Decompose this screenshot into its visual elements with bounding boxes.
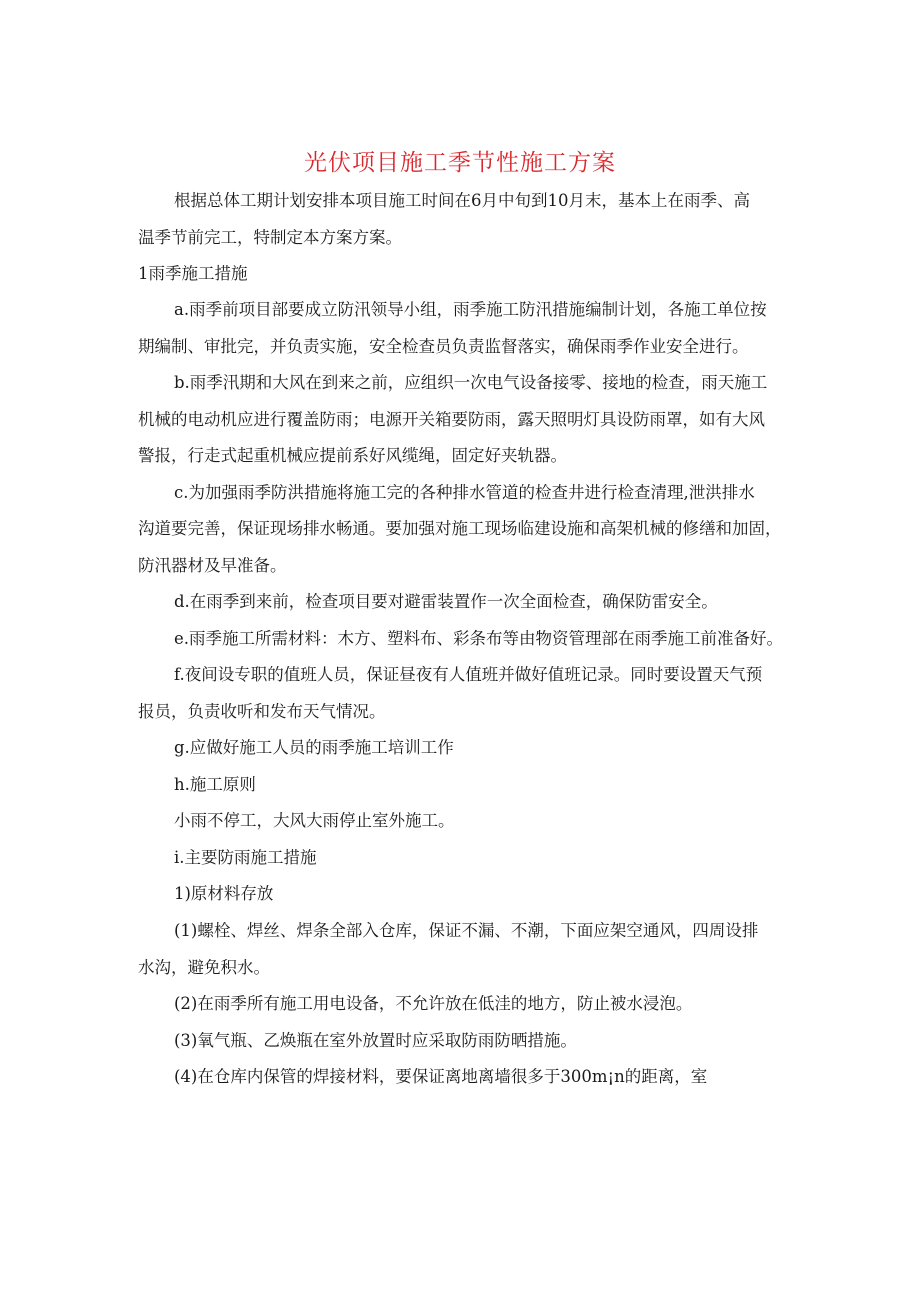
paragraph-line: h.施工原则 xyxy=(174,775,256,794)
section-heading: 1雨季施工措施 xyxy=(138,264,248,283)
paragraph-line: (1)螺栓、焊丝、焊条全部入仓库，保证不漏、不潮，下面应架空通风，四周设排 xyxy=(174,921,759,940)
paragraph-line: 水沟，避免积水。 xyxy=(138,958,270,977)
paragraph-line: (4)在仓库内保管的焊接材料，要保证离地离墙很多于300m¡n的距离，室 xyxy=(174,1067,708,1086)
paragraph-line: g.应做好施工人员的雨季施工培训工作 xyxy=(174,738,454,757)
paragraph-line: 警报，行走式起重机械应提前系好风缆绳，固定好夹轨器。 xyxy=(138,446,567,465)
paragraph-line: d.在雨季到来前，检查项目要对避雷装置作一次全面检查，确保防雷安全。 xyxy=(174,592,718,611)
document-title: 光伏项目施工季节性施工方案 xyxy=(304,150,616,176)
paragraph-line: i.主要防雨施工措施 xyxy=(174,848,317,867)
paragraph-line: 防汛器材及早准备。 xyxy=(138,556,287,575)
paragraph-line: (2)在雨季所有施工用电设备，不允许放在低洼的地方，防止被水浸泡。 xyxy=(174,994,693,1013)
paragraph-line: 1)原材料存放 xyxy=(174,884,274,903)
paragraph-line: 根据总体工期计划安排本项目施工时间在6月中旬到10月末，基本上在雨季、高 xyxy=(174,191,750,210)
paragraph-line: 机械的电动机应进行覆盖防雨；电源开关箱要防雨，露天照明灯具设防雨罩，如有大风 xyxy=(138,410,765,429)
paragraph-line: f.夜间设专职的值班人员，保证昼夜有人值班并做好值班记录。同时要设置天气预 xyxy=(174,665,763,684)
paragraph-line: b.雨季汛期和大风在到来之前，应组织一次电气设备接零、接地的检查，雨天施工 xyxy=(174,373,768,392)
paragraph-line: e.雨季施工所需材料：木方、塑料布、彩条布等由物资管理部在雨季施工前准备好。 xyxy=(174,629,784,648)
paragraph-line: 沟道要完善，保证现场排水畅通。要加强对施工现场临建设施和高架机械的修缮和加固， xyxy=(138,519,782,538)
paragraph-line: 小雨不停工，大风大雨停止室外施工。 xyxy=(174,811,455,830)
paragraph-line: (3)氧气瓶、乙焕瓶在室外放置时应采取防雨防晒措施。 xyxy=(174,1031,577,1050)
paragraph-line: 期编制、审批完，并负责实施，安全检查员负责监督落实，确保雨季作业安全进行。 xyxy=(138,337,749,356)
paragraph-line: c.为加强雨季防洪措施将施工完的各种排水管道的检查井进行检查清理,泄洪排水 xyxy=(174,483,755,502)
paragraph-line: 报员，负责收听和发布天气情况。 xyxy=(138,702,386,721)
paragraph-line: 温季节前完工，特制定本方案方案。 xyxy=(138,228,402,247)
paragraph-line: a.雨季前项目部要成立防汛领导小组，雨季施工防汛措施编制计划，各施工单位按 xyxy=(174,300,767,319)
